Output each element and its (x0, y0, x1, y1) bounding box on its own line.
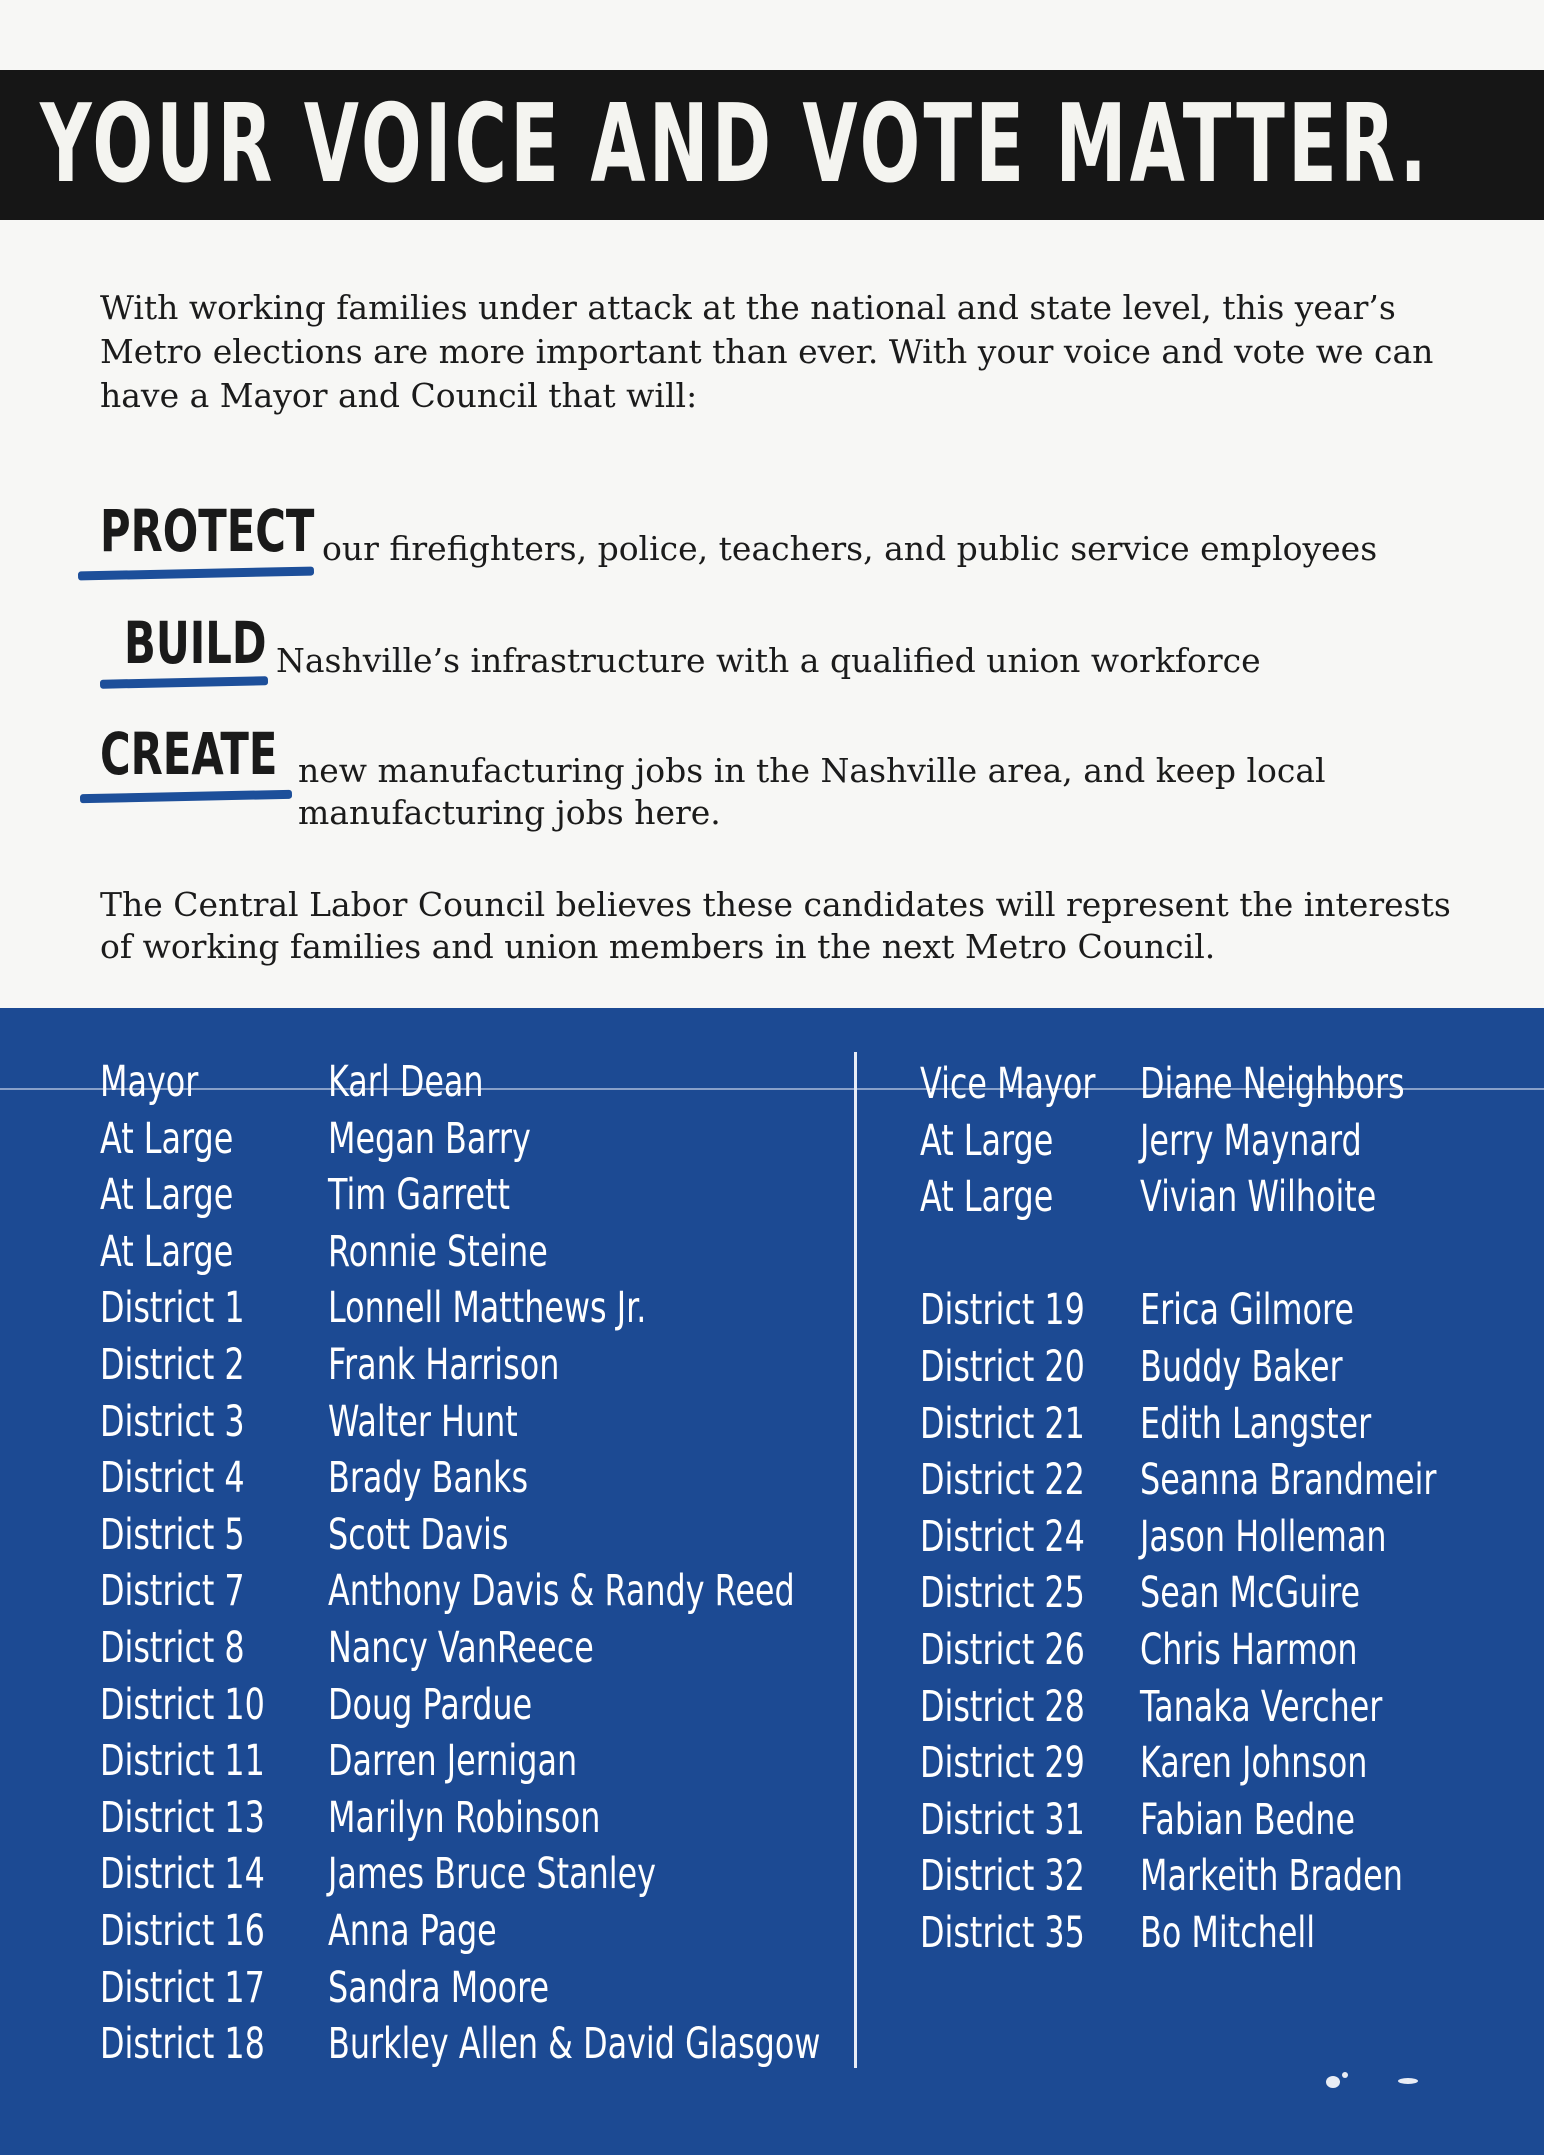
candidate-office: District 17 (100, 1962, 265, 2013)
candidate-office: At Large (100, 1113, 234, 1164)
candidate-office: District 7 (100, 1566, 245, 1617)
candidate-office: District 18 (100, 2019, 265, 2070)
candidate-office: District 32 (920, 1851, 1085, 1902)
candidate-name: Scott Davis (328, 1509, 509, 1560)
candidate-office: District 35 (920, 1907, 1085, 1958)
pledge-word-build: BUILD (124, 609, 267, 677)
candidate-name: Markeith Braden (1140, 1851, 1403, 1902)
candidate-office: At Large (100, 1226, 234, 1277)
pledge-word-protect: PROTECT (100, 497, 315, 565)
candidate-name: Doug Pardue (328, 1679, 533, 1730)
candidate-office: District 25 (920, 1568, 1085, 1619)
pledge-text-protect: our firefighters, police, teachers, and public service employees (322, 529, 1378, 568)
candidate-office: District 19 (920, 1285, 1085, 1336)
candidate-name: Diane Neighbors (1140, 1059, 1405, 1109)
candidate-name: Buddy Baker (1140, 1341, 1343, 1392)
candidate-office: At Large (100, 1170, 234, 1221)
candidate-office: District 11 (100, 1736, 265, 1787)
candidate-office: District 3 (100, 1396, 245, 1447)
candidate-office: District 1 (100, 1283, 245, 1334)
candidate-office: At Large (920, 1115, 1054, 1166)
candidate-name: Burkley Allen & David Glasgow (328, 2019, 821, 2070)
print-specks (1320, 2068, 1440, 2098)
candidate-name: Tanaka Vercher (1140, 1681, 1383, 1732)
speck (1326, 2076, 1340, 2088)
pledge-underline-protect (78, 567, 314, 581)
candidate-office: District 26 (920, 1624, 1085, 1675)
candidate-name: Jerry Maynard (1140, 1115, 1362, 1166)
candidate-office: District 29 (920, 1738, 1085, 1789)
candidate-name: Nancy VanReece (328, 1622, 594, 1673)
candidate-name: Sandra Moore (328, 1962, 550, 2013)
pledge-text-build: Nashville’s infrastructure with a qualified union workforce (276, 641, 1261, 680)
intro-paragraph: With working families under attack at the national and state level, this year’s Metro elections are more important than ever. With your voice and vote we can have a Mayor and Council that will: (100, 288, 1434, 415)
candidate-office: District 16 (100, 1905, 265, 1956)
pledge-underline-build (100, 676, 268, 689)
candidate-name: Marilyn Robinson (328, 1792, 601, 1843)
candidate-office: District 31 (920, 1794, 1085, 1845)
headline: YOUR VOICE AND VOTE MATTER. (40, 82, 1431, 207)
speck (1398, 2078, 1418, 2084)
headline-banner (0, 70, 1544, 220)
candidate-name: Anna Page (328, 1905, 497, 1956)
candidate-office: District 13 (100, 1792, 265, 1843)
candidate-name: Fabian Bedne (1140, 1794, 1356, 1845)
candidate-office: District 10 (100, 1679, 265, 1730)
candidate-office: District 2 (100, 1339, 245, 1390)
candidate-office: Vice Mayor (920, 1059, 1096, 1109)
candidate-name: Sean McGuire (1140, 1568, 1361, 1619)
candidate-name: Frank Harrison (328, 1339, 560, 1390)
speck (1342, 2072, 1348, 2078)
candidate-name: Chris Harmon (1140, 1624, 1358, 1675)
pledge-text-create: new manufacturing jobs in the Nashville area, and keep local manufacturing jobs here. (298, 751, 1326, 832)
candidate-name: Ronnie Steine (328, 1226, 548, 1277)
candidate-name: Karen Johnson (1140, 1738, 1368, 1789)
candidate-office: District 21 (920, 1398, 1085, 1449)
candidate-office: District 22 (920, 1455, 1085, 1506)
candidate-name: Anthony Davis & Randy Reed (328, 1566, 795, 1617)
candidate-name: Jason Holleman (1140, 1511, 1387, 1562)
candidate-office: District 24 (920, 1511, 1085, 1562)
candidate-office: At Large (920, 1172, 1054, 1223)
candidate-name: Bo Mitchell (1140, 1907, 1316, 1958)
candidate-name: Tim Garrett (328, 1170, 511, 1221)
candidate-name: Seanna Brandmeir (1140, 1455, 1437, 1506)
candidate-name: Walter Hunt (328, 1396, 518, 1447)
candidate-name: Edith Langster (1140, 1398, 1372, 1449)
column-divider (854, 1052, 857, 2068)
candidate-name: Brady Banks (328, 1453, 529, 1504)
candidate-name: Karl Dean (328, 1057, 484, 1107)
candidate-name: James Bruce Stanley (328, 1849, 657, 1900)
candidate-office: Mayor (100, 1057, 199, 1107)
closing-paragraph: The Central Labor Council believes these candidates will represent the interests of working families and union members in the next Metro Council. (100, 885, 1451, 966)
candidate-office: District 5 (100, 1509, 245, 1560)
candidate-office: District 14 (100, 1849, 265, 1900)
candidate-name: Vivian Wilhoite (1140, 1172, 1377, 1223)
candidate-name: Megan Barry (328, 1113, 531, 1164)
pledge-underline-create (80, 790, 292, 803)
candidate-office: District 4 (100, 1453, 245, 1504)
candidate-office: District 28 (920, 1681, 1085, 1732)
candidate-office: District 20 (920, 1341, 1085, 1392)
candidate-office: District 8 (100, 1622, 245, 1673)
pledge-word-create: CREATE (100, 720, 278, 788)
candidate-name: Erica Gilmore (1140, 1285, 1354, 1336)
candidate-name: Darren Jernigan (328, 1736, 578, 1787)
candidate-name: Lonnell Matthews Jr. (328, 1283, 647, 1334)
